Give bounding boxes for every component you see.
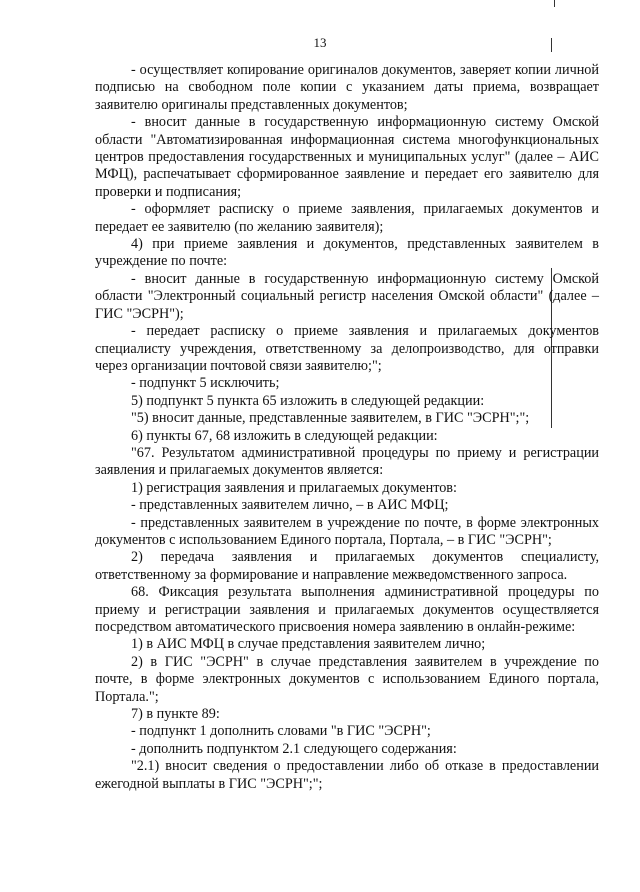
document-body bbox=[95, 62, 599, 793]
paragraph: "5) вносит данные, представленные заявителем, в ГИС "ЭСРН";"; bbox=[131, 410, 530, 427]
paragraph: "2.1) вносит сведения о предоставлении либо об отказе в предоставлении ежегодной выплаты в ГИС "ЭСРН";"; bbox=[95, 758, 599, 792]
paragraph: - представленных заявителем в учреждение по почте, в форме электронных документов с использованием Единого портала, Портала, – в ГИС "ЭСРН"; bbox=[95, 514, 599, 548]
paragraph: - вносит данные в государственную информационную систему Омской области "Автоматизированная информационная система многофункциональных центров предоставления государственных и муниципальных услуг" (далее – АИС МФЦ), распечатывает сформированное заявление и передает его заявителю для проверки и подписания; bbox=[95, 114, 599, 200]
paragraph: - вносит данные в государственную информационную систему Омской области "Электронный социальный регистр населения Омской области" (далее – ГИС "ЭСРН"); bbox=[95, 270, 599, 322]
scan-mark bbox=[554, 0, 555, 7]
paragraph: - передает расписку о приеме заявления и прилагаемых документов специалисту учреждения, ответственному за делопроизводство, для отправки через организации почтовой связи заявителю;"; bbox=[95, 323, 599, 374]
paragraph: - представленных заявителем лично, – в АИС МФЦ; bbox=[131, 497, 449, 514]
paragraph: 4) при приеме заявления и документов, представленных заявителем в учреждение по почте: bbox=[95, 236, 599, 270]
paragraph: - осуществляет копирование оригиналов документов, заверяет копии личной подписью на свободном поле копии с указанием даты приема, возвращает заявителю оригиналы представленных документов; bbox=[95, 62, 599, 113]
paragraph: - дополнить подпунктом 2.1 следующего содержания: bbox=[131, 740, 457, 757]
paragraph: 68. Фиксация результата выполнения административной процедуры по приему и регистрации заявления и прилагаемых документов осуществляется посредством автоматического присвоения номера заявлению в онлайн-режиме: bbox=[95, 584, 599, 635]
paragraph: - подпункт 5 исключить; bbox=[131, 375, 280, 392]
paragraph: 2) в ГИС "ЭСРН" в случае представления заявителем в учреждение по почте, в форме электронных документов с использованием Единого портала, Портала."; bbox=[95, 653, 599, 705]
paragraph: 1) в АИС МФЦ в случае представления заявителем лично; bbox=[131, 636, 486, 653]
paragraph: 5) подпункт 5 пункта 65 изложить в следующей редакции: bbox=[131, 392, 485, 409]
paragraph: 7) в пункте 89: bbox=[131, 706, 220, 723]
paragraph: 2) передача заявления и прилагаемых документов специалисту, ответственному за формирование и направление межведомственного запроса. bbox=[95, 549, 599, 583]
paragraph: 1) регистрация заявления и прилагаемых документов: bbox=[131, 479, 457, 496]
paragraph: - подпункт 1 дополнить словами "в ГИС "ЭСРН"; bbox=[131, 723, 431, 740]
paragraph: - оформляет расписку о приеме заявления, прилагаемых документов и передает ее заявителю (по желанию заявителя); bbox=[95, 201, 599, 235]
page-number: 13 bbox=[313, 35, 327, 50]
paragraph: 6) пункты 67, 68 изложить в следующей редакции: bbox=[131, 427, 438, 444]
paragraph: "67. Результатом административной процедуры по приему и регистрации заявления и прилагаемых документов является: bbox=[95, 444, 599, 479]
